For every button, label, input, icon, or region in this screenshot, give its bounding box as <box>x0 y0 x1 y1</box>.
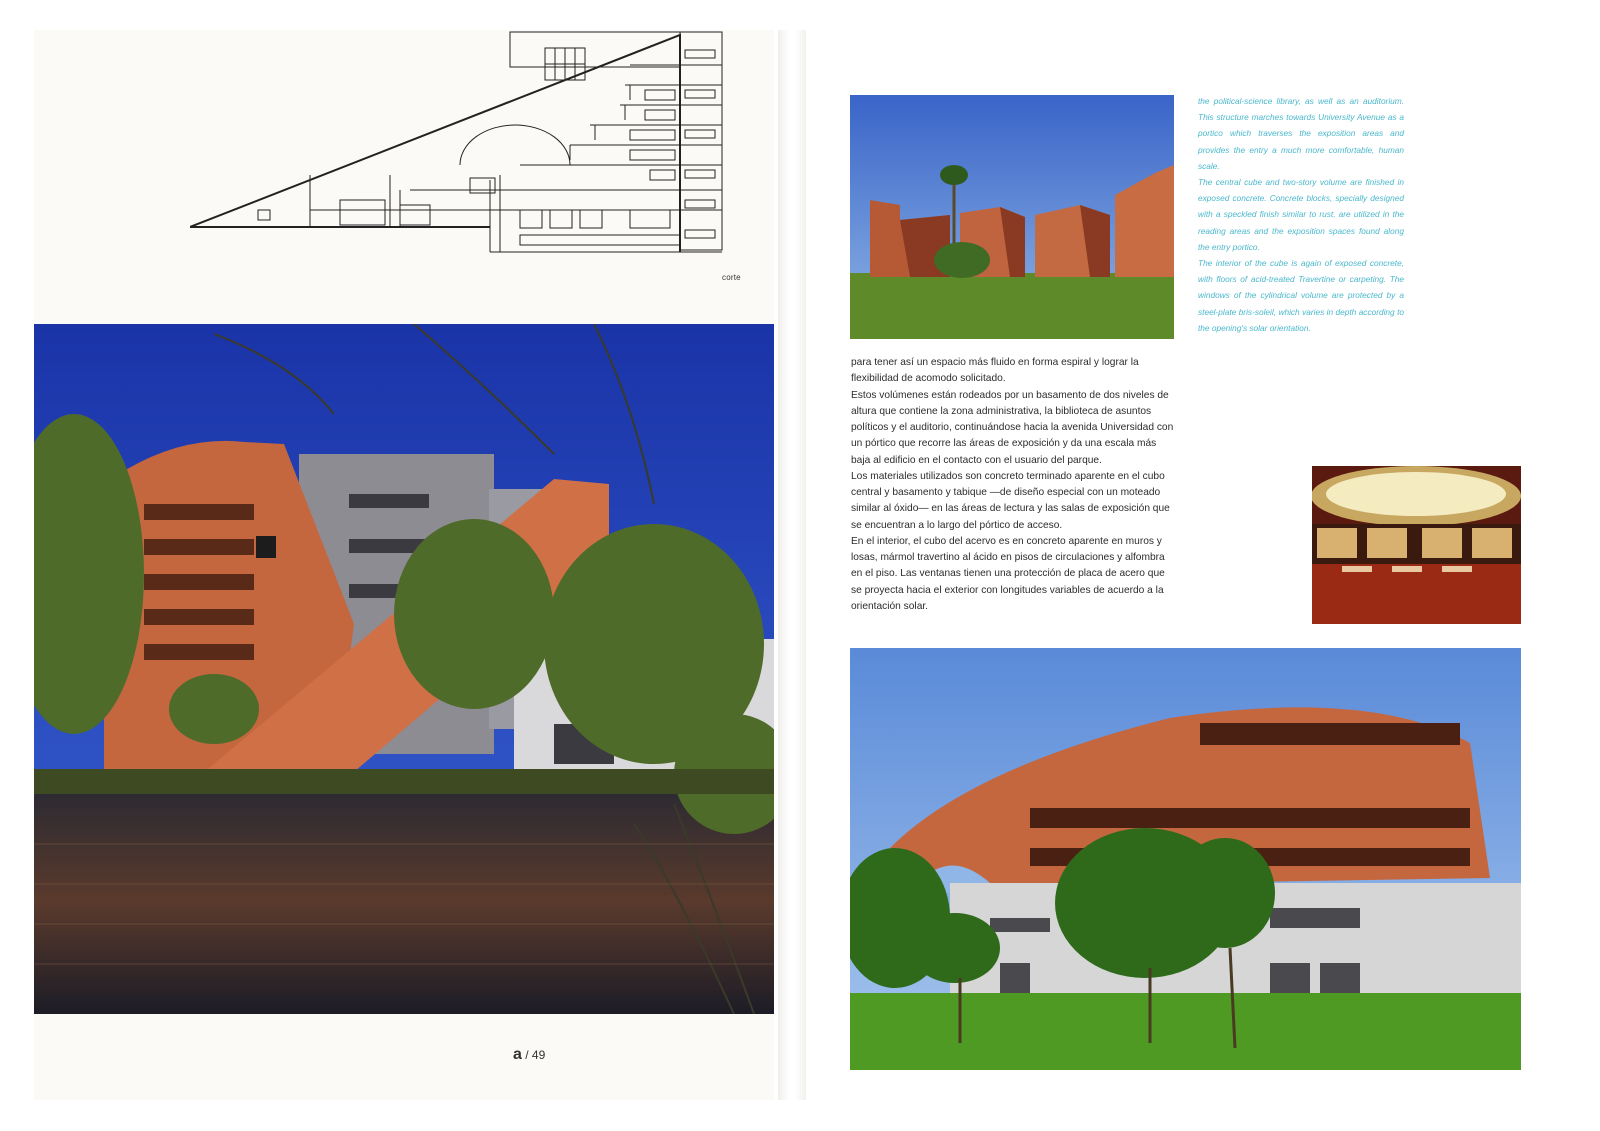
page-number-value: / 49 <box>525 1048 546 1062</box>
english-paragraph: The central cube and two-story volume are finished in exposed concrete. Concrete blocks, specially designed with a speckled finish similar to rust, are utilized in the reading areas and the exposition spaces found along the entry portico. <box>1198 177 1404 252</box>
interior-library-photo <box>1312 466 1521 624</box>
courtyard-photo <box>850 95 1174 339</box>
section-drawing <box>190 30 730 260</box>
body-paragraph: Los materiales utilizados son concreto terminado aparente en el cubo central y basamento y tabique —de diseño especial con un moteado similar al óxido— en las áreas de lectura y las salas de exposición que se encuentran a lo largo del pórtico de acceso. <box>851 470 1170 531</box>
section-caption: corte <box>722 273 741 282</box>
rotunda-building-photo <box>850 648 1521 1070</box>
page-number <box>513 1046 545 1064</box>
body-paragraph: En el interior, el cubo del acervo es en concreto aparente en muros y losas, mármol travertino al ácido en pisos de circulaciones y alfombra en el piso. Las ventanas tienen una protección de placa de acero que se proyecta hacia el exterior con longitudes variables de acuerdo a la orientación solar. <box>851 535 1165 612</box>
body-paragraph: Estos volúmenes están rodeados por un basamento de dos niveles de altura que contiene la zona administrativa, la biblioteca de asuntos políticos y el auditorio, continuándose hacia la avenida Universidad con un pórtico que recorre las áreas de exposición y da una escala más baja al edificio en el contacto con el usuario del parque. <box>851 389 1174 466</box>
lake-building-photo <box>34 324 774 1014</box>
spanish-body-text <box>851 355 1176 615</box>
english-paragraph: the political-science library, as well as an auditorium. This structure marches towards University Avenue as a portico which traverses the exposition areas and provides the entry a much more comfortable, human scale. <box>1198 96 1404 171</box>
magazine-mark: a <box>513 1046 522 1063</box>
english-paragraph: The interior of the cube is again of exposed concrete, with floors of acid-treated Travertine or carpeting. The windows of the cylindrical volume are protected by a steel-plate bris-soleil, which varies in depth according to the opening's solar orientation. <box>1198 258 1404 333</box>
body-paragraph: para tener así un espacio más fluido en forma espiral y lograr la flexibilidad de acomodo solicitado. <box>851 357 1139 385</box>
english-text-column <box>1198 93 1404 336</box>
spine-gutter <box>778 30 806 1100</box>
